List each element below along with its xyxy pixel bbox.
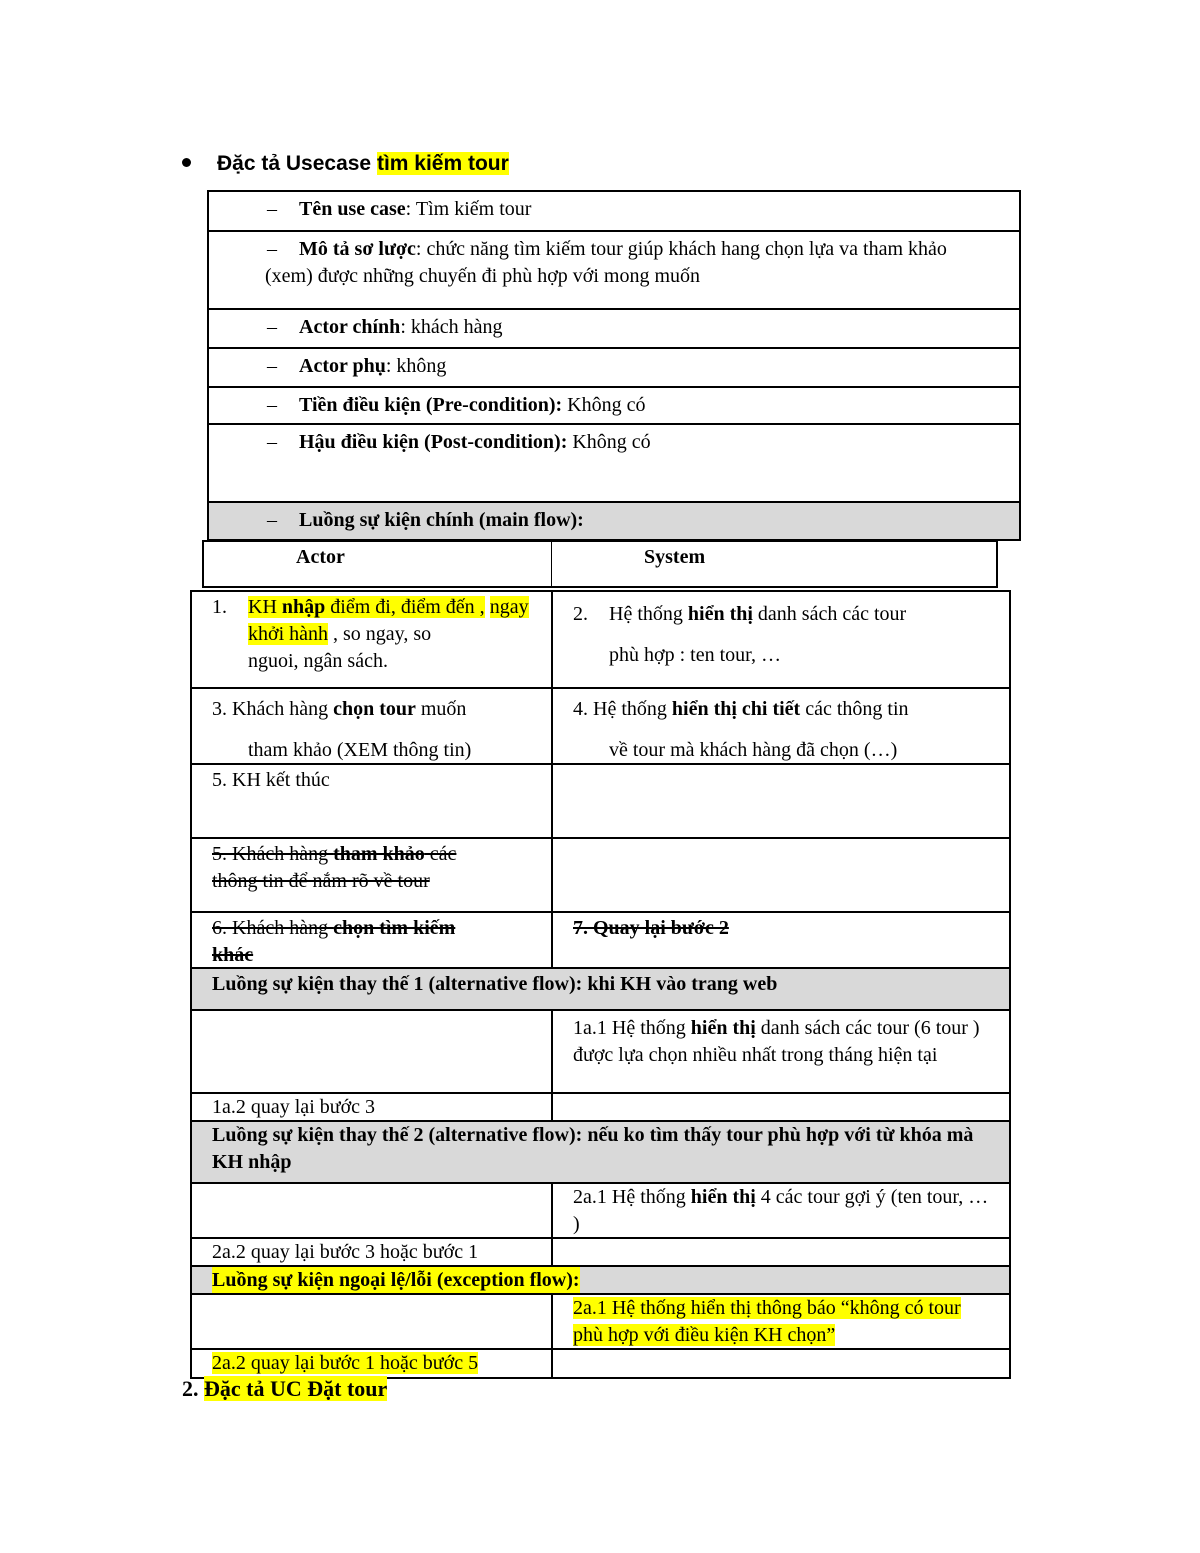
dash: –: [267, 509, 277, 531]
next-section-heading: [182, 1376, 387, 1402]
actor-cell: [192, 1184, 553, 1237]
dash: –: [267, 316, 277, 338]
flow-row: [192, 689, 1009, 765]
step-text: 1a.1 Hệ thống: [573, 1017, 691, 1039]
section-title: Đặc tả UC Đặt tour: [204, 1376, 388, 1401]
flow-row: [192, 1184, 1009, 1239]
flow-row: [192, 1239, 1009, 1267]
actor-cell: [192, 913, 553, 967]
system-cell: [553, 1239, 1009, 1265]
post-label: Hậu điều kiện (Post-condition):: [299, 431, 568, 453]
section-number: 2.: [182, 1376, 204, 1401]
flow-row: [192, 913, 1009, 969]
actor-cell: [192, 1239, 553, 1265]
step-number: 1.: [212, 596, 227, 618]
step-text: tham khảo: [333, 843, 425, 865]
system-cell: [553, 592, 1009, 687]
actor-column-header: Actor: [204, 542, 552, 586]
step-text: các thông tin: [800, 698, 909, 720]
section-heading: [182, 152, 509, 176]
row-actor: [209, 310, 1019, 349]
step-text: 7. Quay lại bước 2: [573, 917, 729, 939]
step-text: 2a.1 Hệ thống hiển thị thông báo “không có tour phù hợp với điều kiện KH chọn”: [573, 1297, 961, 1346]
flow-row: [192, 765, 1009, 839]
actor2-label: Actor phụ: [299, 355, 386, 377]
step-text: 5. KH kết thúc: [212, 769, 330, 791]
system-cell: [553, 913, 1009, 967]
row-description: [209, 232, 1019, 310]
dash: –: [267, 238, 277, 260]
exception-flow-label: Luồng sự kiện ngoại lệ/lỗi (exception flow):: [212, 1269, 580, 1291]
step-text: 4. Hệ thống: [573, 698, 672, 720]
system-cell: [553, 765, 1009, 837]
main-flow-label: Luồng sự kiện chính (main flow):: [299, 509, 584, 531]
row-usecase-name: [209, 192, 1019, 232]
step-text: phù hợp : ten tour, …: [609, 644, 781, 666]
step-text: nguoi, ngân sách.: [248, 650, 388, 672]
step-text: , so ngay, so: [328, 623, 432, 645]
system-cell: [553, 1184, 1009, 1237]
step-text: 2a.2 quay lại bước 1 hoặc bước 5: [212, 1352, 479, 1374]
actor-cell: [192, 1295, 553, 1348]
name-value: : Tìm kiếm tour: [405, 198, 532, 220]
row-main-flow-title: [209, 503, 1019, 539]
actor-cell: [192, 1350, 553, 1377]
step-text: 2a.2 quay lại bước 3 hoặc bước 1: [212, 1241, 479, 1263]
actor-cell: [192, 1011, 553, 1092]
actor-cell: [192, 592, 553, 687]
alt-flow-title: Luồng sự kiện thay thế 1 (alternative flow): khi KH vào trang web: [212, 973, 778, 995]
alt-flow-2-title: [192, 1122, 1009, 1184]
dash: –: [267, 198, 277, 220]
dash: –: [267, 431, 277, 453]
step-number: 2.: [573, 603, 588, 625]
dash: –: [267, 355, 277, 377]
step-text: 6. Khách hàng: [212, 917, 334, 939]
step-text: Hệ thống: [609, 603, 688, 625]
step-text: 2a.1 Hệ thống: [573, 1186, 691, 1208]
actor-label: Actor chính: [299, 316, 401, 338]
row-actor-secondary: [209, 349, 1019, 388]
actor-cell: [192, 839, 553, 911]
alt-flow-1-title: [192, 969, 1009, 1011]
name-label: Tên use case: [299, 198, 406, 220]
pre-label: Tiền điều kiện (Pre-condition):: [299, 394, 563, 416]
system-cell: [553, 1350, 1009, 1377]
system-cell: [553, 689, 1009, 763]
bullet-icon: [182, 158, 191, 167]
alt-flow-title: Luồng sự kiện thay thế 2 (alternative flow): nếu ko tìm thấy tour phù hợp với từ khóa mà KH nhập: [212, 1124, 974, 1173]
system-cell: [553, 1011, 1009, 1092]
desc-label: Mô tả sơ lược: [299, 238, 416, 260]
flow-table: [190, 590, 1011, 1379]
exception-flow-title: [192, 1267, 1009, 1295]
step-text: 3. Khách hàng: [212, 698, 334, 720]
flow-row: [192, 592, 1009, 689]
step-text: hiển thị: [690, 1017, 756, 1039]
actor-cell: [192, 1094, 553, 1120]
flow-row: [192, 839, 1009, 913]
step-text: nhập: [281, 596, 326, 618]
flow-row: [192, 1094, 1009, 1122]
heading-highlight: tìm kiếm tour: [376, 152, 509, 175]
step-text: danh sách các tour (6 tour ) được lựa chọn nhiều nhất trong tháng hiện tại: [573, 1017, 980, 1066]
heading-prefix: Đặc tả Usecase: [217, 152, 377, 175]
system-cell: [553, 1295, 1009, 1348]
step-text: hiển thị: [690, 1186, 756, 1208]
step-text: chọn tìm kiếm: [333, 917, 456, 939]
step-text: thông tin để nắm rõ về tour: [212, 870, 430, 892]
system-column-header: System: [644, 546, 706, 568]
step-text: muốn: [415, 698, 467, 720]
system-cell: [553, 839, 1009, 911]
pre-value: Không có: [562, 394, 646, 416]
step-text: KH: [248, 596, 282, 618]
step-text: chọn tour: [333, 698, 416, 720]
row-postcondition: [209, 425, 1019, 503]
step-text: 1a.2 quay lại bước 3: [212, 1096, 376, 1118]
flow-row: [192, 1350, 1009, 1377]
actor-cell: [192, 765, 553, 837]
actor2-value: : không: [385, 355, 447, 377]
step-text: danh sách các tour: [752, 603, 907, 625]
step-text: tham khảo (XEM thông tin): [248, 739, 472, 761]
step-text: ngay khởi hành: [248, 596, 529, 645]
flow-row: [192, 1295, 1009, 1350]
step-text: hiển thị: [687, 603, 753, 625]
actor-cell: [192, 689, 553, 763]
step-text: 5. Khách hàng: [212, 843, 334, 865]
step-text: 4 các tour gợi ý (ten tour, … ): [573, 1186, 989, 1235]
post-value: Không có: [567, 431, 651, 453]
flow-row: [192, 1011, 1009, 1094]
actor-system-header: [202, 540, 998, 588]
actor-value: : khách hàng: [400, 316, 503, 338]
desc-value: : chức năng tìm kiếm tour giúp khách hang chọn lựa va tham khảo (xem) được những chuyến đi phù hợp với mong muốn: [265, 238, 947, 287]
usecase-info-table: [207, 190, 1021, 541]
step-text: về tour mà khách hàng đã chọn (…): [609, 739, 898, 761]
row-precondition: [209, 388, 1019, 425]
system-cell: [553, 1094, 1009, 1120]
step-text: điểm đi, điểm đến ,: [325, 596, 485, 618]
step-text: hiển thị chi tiết: [671, 698, 801, 720]
step-text: các: [424, 843, 457, 865]
step-text: khác: [212, 944, 254, 966]
dash: –: [267, 394, 277, 416]
